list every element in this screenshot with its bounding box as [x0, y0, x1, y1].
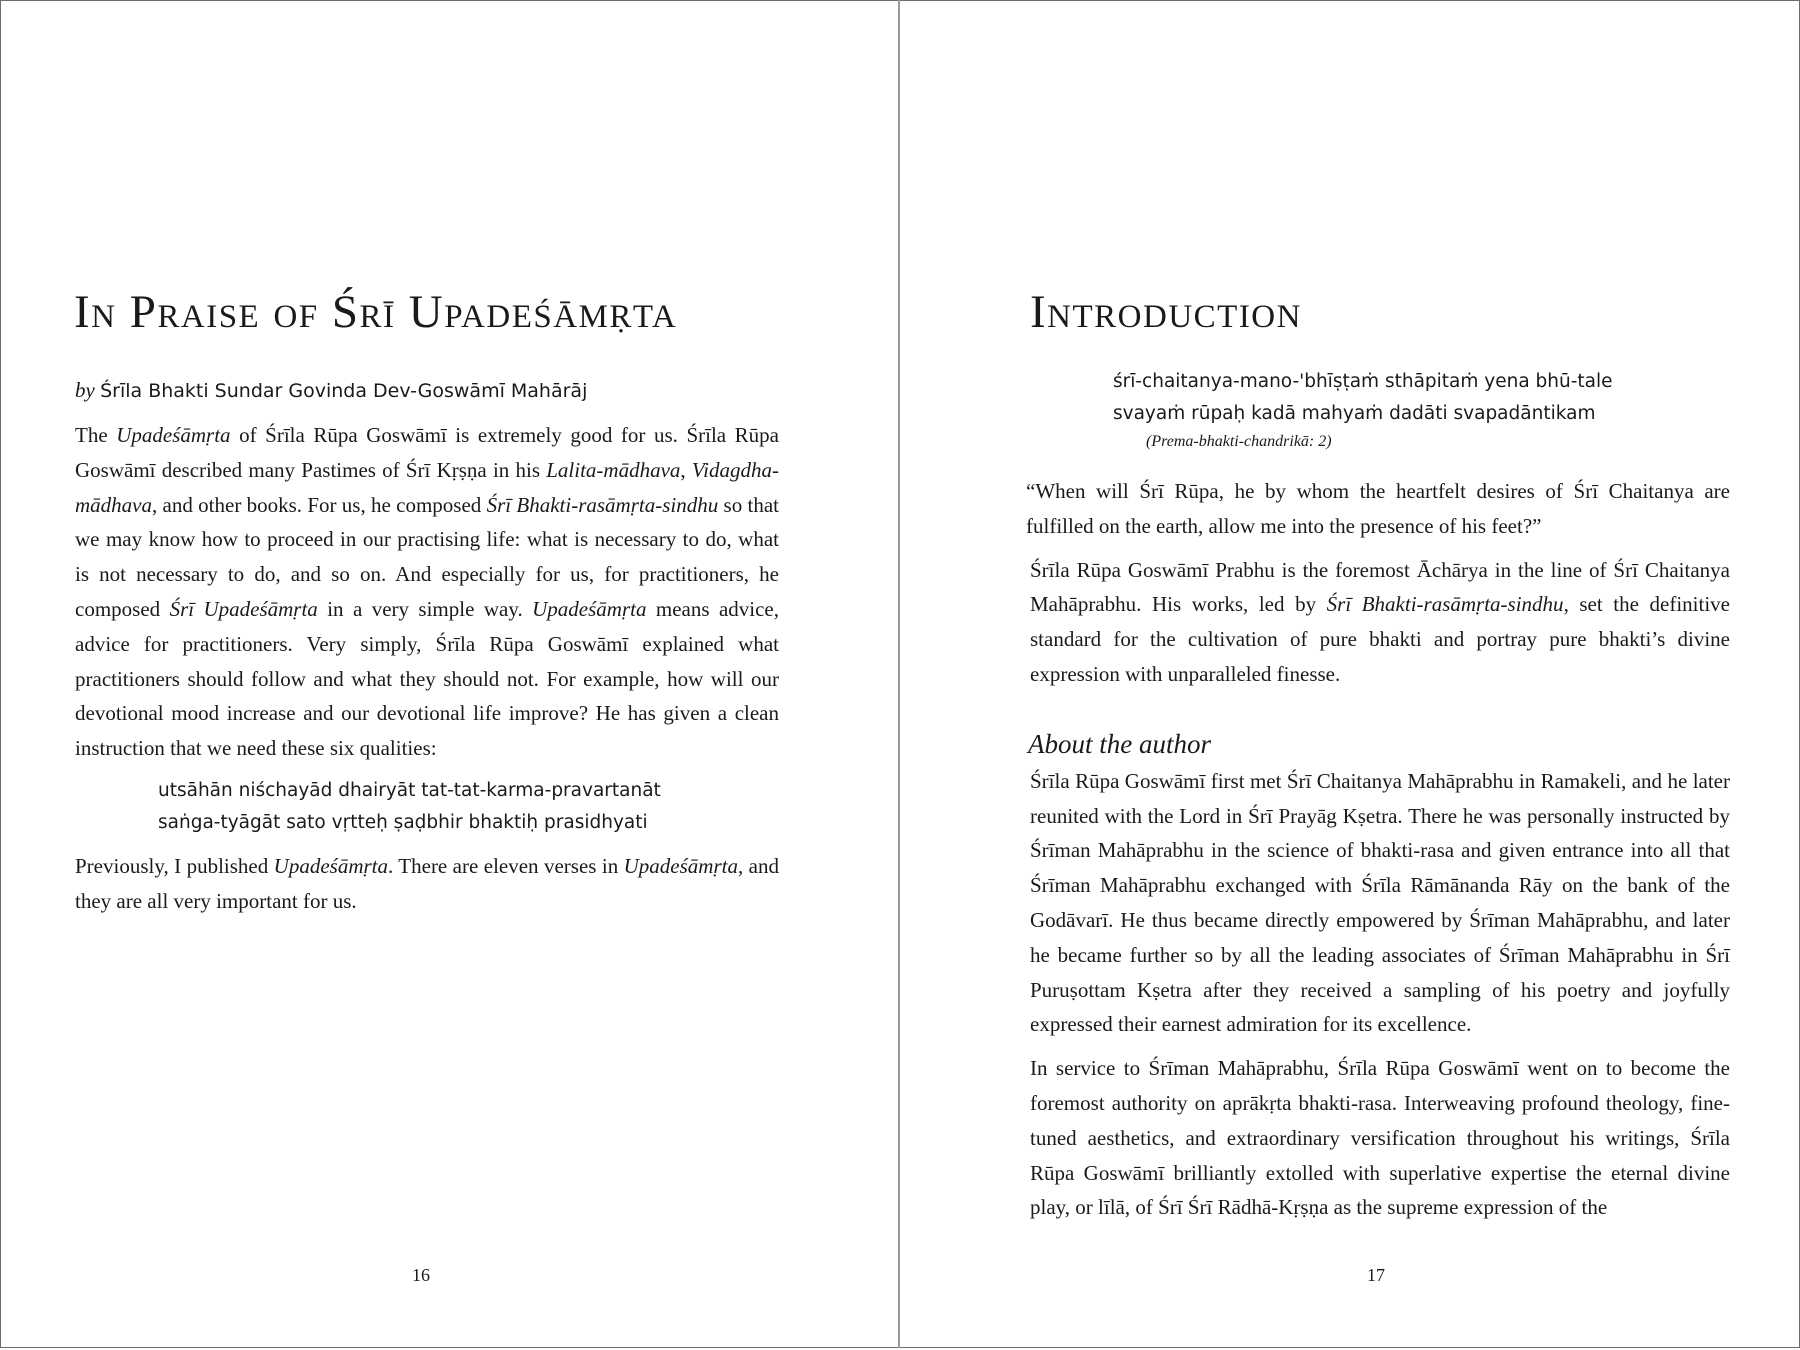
text-run: , and other books. For us, he composed: [152, 492, 487, 517]
verse-line: svayaṁ rūpaḥ kadā mahyaṁ dadāti svapadāntikam: [1113, 403, 1596, 424]
book-title: Upadeśāmṛta: [532, 596, 647, 621]
book-title: Śrī Upadeśāmṛta: [169, 596, 318, 621]
left-page: [74, 0, 779, 1348]
book-title: Upadeśāmṛta: [273, 853, 388, 878]
text-run: . There are eleven verses in: [388, 853, 624, 878]
book-title: Upadeśāmṛta: [623, 853, 738, 878]
byline: [75, 373, 587, 408]
page-gutter: [898, 0, 900, 1348]
page-number-right: 17: [1367, 1265, 1385, 1285]
verse-line: śrī-chaitanya-mano-'bhīṣṭaṁ sthāpitaṁ yena bhū-tale: [1113, 371, 1613, 392]
left-body: [75, 418, 779, 928]
right-verse: [1113, 366, 1730, 430]
text-run: , set the definitive standard for the cultivation of pure bhakti and portray pure bhakti’s divine expression with unparalleled finesse.: [1030, 592, 1730, 686]
text-run: The: [75, 423, 117, 447]
verse-source: (Prema-bhakti-chandrikā: 2): [1146, 433, 1332, 450]
byline-prefix: by: [75, 378, 95, 402]
book-title: Śrī Bhakti-rasāmṛta-sindhu: [486, 492, 719, 517]
text-run: Previously, I published: [75, 853, 274, 878]
left-paragraph-2: [75, 849, 779, 919]
right-paragraph-1: [1026, 553, 1730, 692]
right-body: [1026, 362, 1730, 1234]
text-run: so that we may know how to proceed in our practising life: what is necessary to do, what is not necessary to do, and so on. And especially for us, for practitioners, he composed: [75, 492, 779, 621]
right-paragraph-2: Śrīla Rūpa Goswāmī first met Śrī Chaitanya Mahāprabhu in Ramakeli, and he later reunited with the Lord in Śrī Prayāg Kṣetra. There he was personally instructed by Śrīman Mahāprabhu in the science of bhakti-rasa and given entrance into all that Śrīman Mahāprabhu exchanged with Śrīla Rāmānanda Rāy on the bank of the Godāvarī. He thus became directly empowered by Śrīman Mahāprabhu, and later he became further so by all the leading associates of Śrīman Mahāprabhu in Śrī Puruṣottam Kṣetra after they received a sampling of his poetry and joyfully expressed their earnest admiration for its excellence.: [1030, 768, 1730, 1037]
book-title: Lalita-mādhava: [546, 457, 681, 482]
subheading-about-author: About the author: [1028, 728, 1211, 759]
book-title: Vidagdha-mādhava: [75, 457, 779, 517]
left-paragraph-1: [75, 418, 779, 766]
text-run: means advice, advice for practitioners. Very simply, Śrīla Rūpa Goswāmī explained what practitioners should follow and what they should not. For example, how will our devotional mood increase and our devotional life improve? He has given a clean instruction that we need these six qualities:: [75, 596, 779, 761]
verse-translation: “When will Śrī Rūpa, he by whom the heartfelt desires of Śrī Chaitanya are fulfilled on the earth, allow me into the presence of his feet?”: [1026, 479, 1730, 538]
left-page-heading: In Praise of Śrī Upadeśāmṛta: [74, 286, 678, 338]
verse-line: utsāhān niśchayād dhairyāt tat-tat-karma-pravartanāt: [158, 779, 661, 801]
right-page: [1026, 0, 1730, 1348]
right-paragraph-3: In service to Śrīman Mahāprabhu, Śrīla Rūpa Goswāmī went on to become the foremost authority on aprākṛta bhakti-rasa. Interweaving profound theology, fine-tuned aesthetics, and extraordinary versification throughout his writings, Śrīla Rūpa Goswāmī brilliantly extolled with superlative expertise the eternal divine play, or līlā, of Śrī Śrī Rādhā-Kṛṣṇa as the supreme expression of the: [1030, 1056, 1730, 1220]
byline-author: Śrīla Bhakti Sundar Govinda Dev-Goswāmī Mahārāj: [100, 380, 588, 402]
verse-line: saṅga-tyāgāt sato vṛtteḥ ṣaḍbhir bhaktiḥ prasidhyati: [158, 811, 648, 833]
text-run: in a very simple way.: [317, 596, 533, 621]
book-title: Śrī Bhakti-rasāmṛta-sindhu: [1326, 592, 1564, 617]
text-run: of Śrīla Rūpa Goswāmī is extremely good for us. Śrīla Rūpa Goswāmī described many Pastimes of Śrī Kṛṣṇa in his: [75, 423, 779, 482]
right-page-heading: Introduction: [1030, 286, 1302, 338]
page-number-left: 16: [412, 1265, 430, 1285]
text-run: , and they are all very important for us.: [75, 853, 779, 913]
text-run: ,: [680, 457, 692, 482]
text-run: Śrīla Rūpa Goswāmī Prabhu is the foremost Āchārya in the line of Śrī Chaitanya Mahāprabhu. His works, led by: [1030, 557, 1730, 617]
book-title: Upadeśāmṛta: [116, 423, 231, 447]
left-verse: [158, 775, 779, 839]
